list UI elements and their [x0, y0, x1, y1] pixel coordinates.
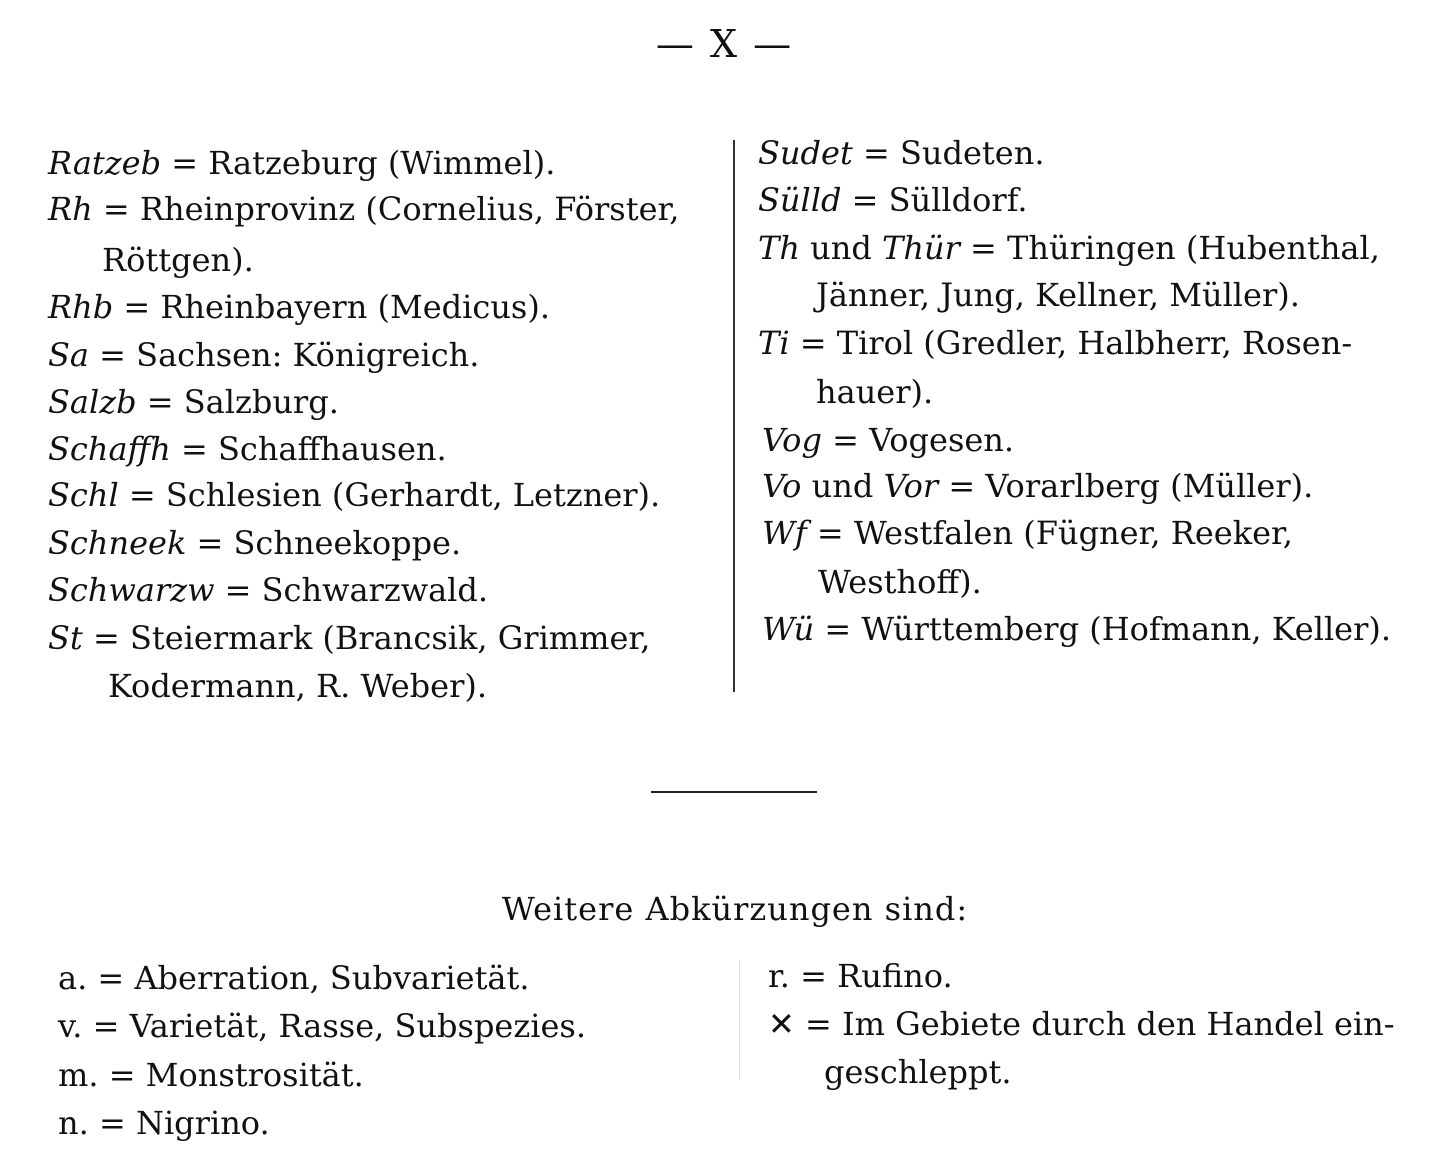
- entry-wf-continuation: Westhoff).: [818, 563, 982, 601]
- cross-symbol-icon: ✕: [768, 1005, 795, 1043]
- entry-th-continuation: Jänner, Jung, Kellner, Müller).: [816, 276, 1300, 314]
- entry-th: Th und Thür = Thüringen (Hubenthal,: [758, 229, 1380, 267]
- entry-schl: Schl = Schlesien (Gerhardt, Letzner).: [48, 476, 661, 514]
- abbr-monstrositat: m. = Monstrosität.: [58, 1056, 364, 1094]
- abbr-imported-continuation: geschleppt.: [824, 1053, 1012, 1091]
- entry-vog: Vog = Vogesen.: [762, 421, 1015, 459]
- page-number: — X —: [655, 22, 794, 66]
- entry-sa: Sa = Sachsen: Königreich.: [48, 336, 480, 374]
- entry-sulld: Sülld = Sülldorf.: [758, 181, 1028, 219]
- abbr-varietat: v. = Varietät, Rasse, Subspezies.: [58, 1007, 586, 1045]
- abbr-rufino: r. = Rufino.: [768, 957, 953, 995]
- entry-vo: Vo und Vor = Vorarlberg (Müller).: [762, 467, 1314, 505]
- entry-wu: Wü = Württemberg (Hofmann, Keller).: [762, 610, 1392, 648]
- column-divider: [733, 140, 735, 692]
- abbr-nigrino: n. = Nigrino.: [58, 1104, 270, 1142]
- entry-schneek: Schneek = Schneekoppe.: [48, 524, 462, 562]
- entry-rh: Rh = Rheinprovinz (Cornelius, Förster,: [48, 190, 680, 228]
- entry-st-continuation: Kodermann, R. Weber).: [108, 667, 488, 705]
- entry-salzb: Salzb = Salzburg.: [48, 383, 339, 421]
- entry-sudet: Sudet = Sudeten.: [758, 134, 1045, 172]
- entry-rh-continuation: Röttgen).: [102, 241, 254, 279]
- entry-st: St = Steiermark (Brancsik, Grimmer,: [48, 619, 651, 657]
- entry-rhb: Rhb = Rheinbayern (Medicus).: [48, 288, 550, 326]
- entry-ratzeb: Ratzeb = Ratzeburg (Wimmel).: [48, 144, 556, 182]
- further-abbreviations-heading: Weitere Abkürzungen sind:: [501, 890, 969, 928]
- entry-ti-continuation: hauer).: [816, 373, 934, 411]
- entry-wf: Wf = Westfalen (Fügner, Reeker,: [762, 514, 1293, 552]
- entry-schaffh: Schaffh = Schaffhausen.: [48, 430, 447, 468]
- entry-ti: Ti = Tirol (Gredler, Halbherr, Rosen-: [758, 324, 1353, 362]
- section-divider: [651, 791, 817, 793]
- entry-schwarzw: Schwarzw = Schwarzwald.: [48, 571, 489, 609]
- bottom-column-divider: [739, 960, 740, 1080]
- abbr-aberration: a. = Aberration, Subvarietät.: [58, 959, 530, 997]
- abbr-imported: ✕ = Im Gebiete durch den Handel ein-: [768, 1005, 1395, 1043]
